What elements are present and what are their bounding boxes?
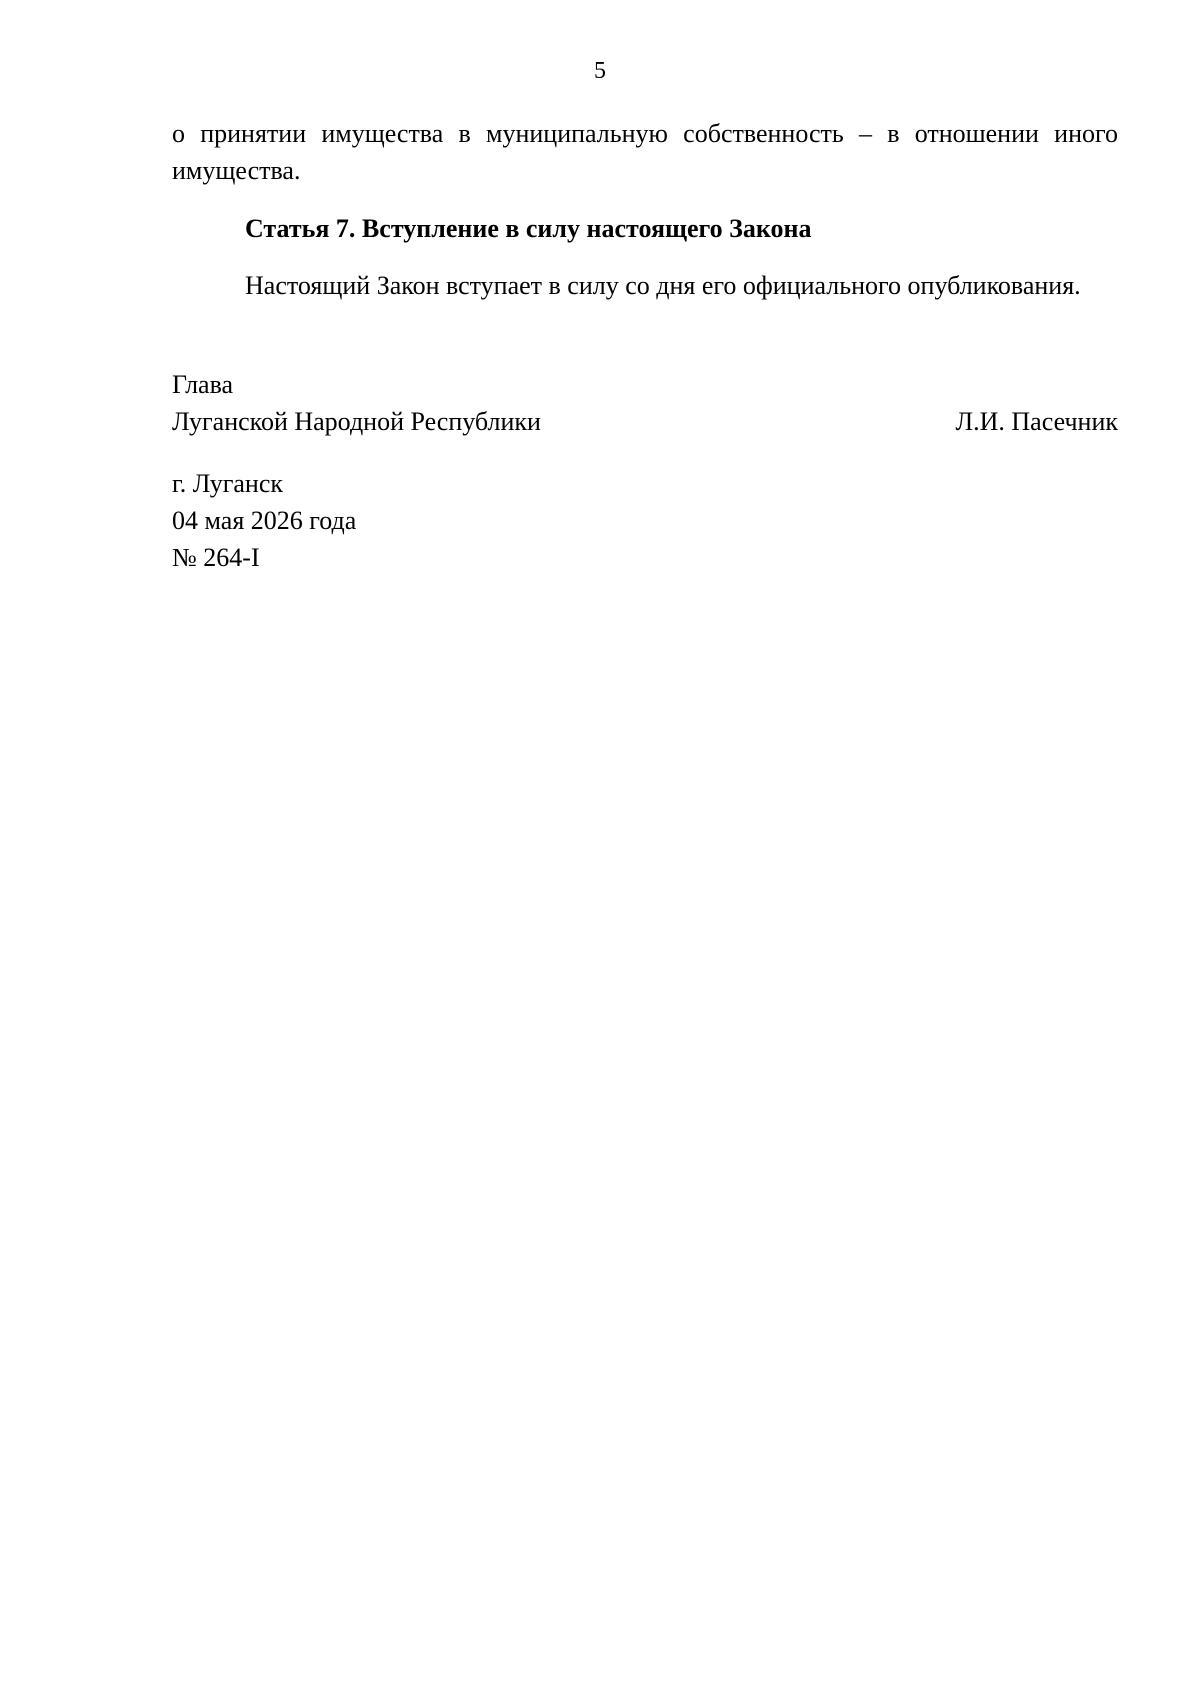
meta-number: № 264-I xyxy=(172,543,260,572)
meta-place: г. Луганск xyxy=(172,469,284,498)
document-meta xyxy=(172,465,356,576)
continued-paragraph: о принятии имущества в муниципальную собственность – в отношении иного имущества. xyxy=(172,119,1118,185)
meta-date: 04 мая 2026 года xyxy=(172,506,357,535)
page-number: 5 xyxy=(594,58,606,84)
article-heading: Статья 7. Вступление в силу настоящего Закона xyxy=(245,214,812,243)
signatory-name: Л.И. Пасечник xyxy=(955,407,1118,436)
signature-row xyxy=(172,403,1118,440)
signature-title-line2: Луганской Народной Республики xyxy=(172,407,541,436)
signature-title-line1: Глава xyxy=(172,370,234,399)
article-text: Настоящий Закон вступает в силу со дня его официального опубликования. xyxy=(245,271,1081,300)
